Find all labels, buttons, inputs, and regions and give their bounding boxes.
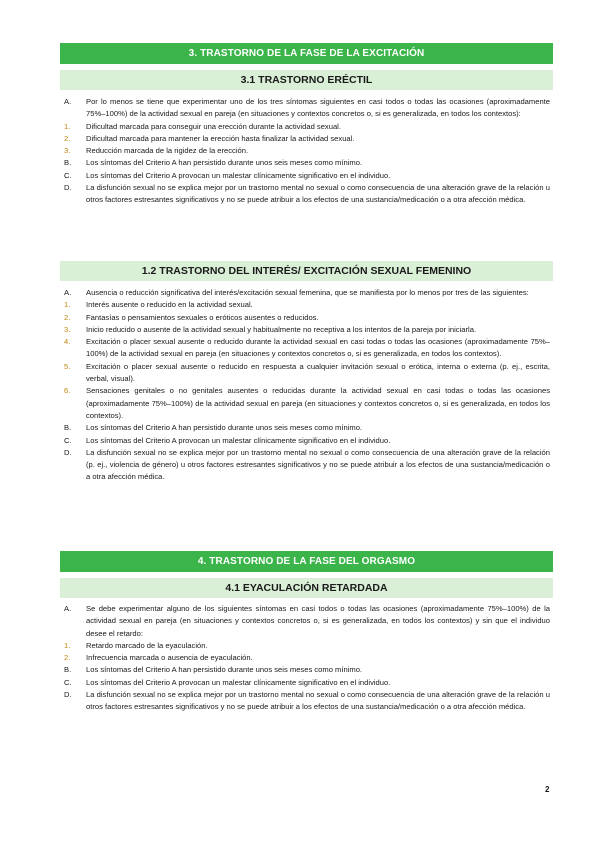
- criterion-text: Los síntomas del Criterio A provocan un malestar clínicamente significativo en el individuo.: [86, 435, 391, 445]
- section-heading-orgasm: 4. TRASTORNO DE LA FASE DEL ORGASMO: [60, 551, 553, 572]
- subsection-heading-delayed-ejaculation: 4.1 EYACULACIÓN RETARDADA: [60, 578, 553, 598]
- criterion-item: [64, 170, 550, 182]
- page-number: 2: [545, 785, 550, 794]
- criterion-text: Fantasías o pensamientos sexuales o eróticos ausentes o reducidos.: [86, 312, 319, 322]
- criterion-text: Dificultad marcada para mantener la erección hasta finalizar la actividad sexual.: [86, 133, 355, 143]
- criterion-label: 5.: [64, 361, 71, 371]
- criterion-item: [64, 121, 550, 133]
- criterion-text: Los síntomas del Criterio A han persistido durante unos seis meses como mínimo.: [86, 665, 363, 675]
- criterion-label: 6.: [64, 386, 71, 396]
- criterion-label: 2.: [64, 133, 71, 143]
- criterion-label: D.: [64, 690, 72, 700]
- criterion-label: B.: [64, 665, 72, 675]
- criterion-label: A.: [64, 288, 72, 297]
- criterion-label: 1.: [64, 121, 71, 131]
- criterion-item: [64, 312, 550, 324]
- criterion-text: Los síntomas del Criterio A provocan un malestar clínicamente significativo en el individuo.: [86, 677, 391, 687]
- criteria-list-delayed-ejaculation: [64, 603, 550, 714]
- criterion-text: Excitación o placer sexual ausente o reducido durante la actividad sexual en casi todas o todas las ocasiones (aproximadamente 75%–100%) de la actividad sexual en pareja (en situaciones y contextos concretos o, si es generalizada, en todos los contextos).: [86, 337, 550, 359]
- criterion-item: [64, 689, 550, 714]
- criterion-item: [64, 336, 550, 361]
- subsection-heading-female-interest: 1.2 TRASTORNO DEL INTERÉS/ EXCITACIÓN SEXUAL FEMENINO: [60, 261, 553, 281]
- criterion-item: [64, 664, 550, 676]
- criterion-item: [64, 652, 550, 664]
- criterion-text: Dificultad marcada para conseguir una erección durante la actividad sexual.: [86, 121, 341, 131]
- criterion-label: 4.: [64, 337, 71, 347]
- criterion-label: 2.: [64, 312, 71, 322]
- criterion-label: B.: [64, 423, 72, 433]
- criterion-text: Sensaciones genitales o no genitales ausentes o reducidas durante la actividad sexual en casi todas o todas las ocasiones (aproximadamente 75%–100%) de la actividad sexual en pareja (en situaciones y contextos concretos o, si es generalizada, en todos los contextos).: [86, 386, 550, 420]
- criterion-item: [64, 435, 550, 447]
- criterion-label: A.: [64, 604, 72, 613]
- criterion-text: Retardo marcado de la eyaculación.: [86, 640, 208, 650]
- criterion-item: [64, 287, 550, 299]
- criterion-text: Inicio reducido o ausente de la actividad sexual y habitualmente no receptiva a los intentos de la pareja por iniciarla.: [86, 324, 477, 334]
- criterion-text: Por lo menos se tiene que experimentar uno de los tres síntomas siguientes en casi todos o todas las ocasiones (aproximadamente 75%–100%) de la actividad sexual en pareja (en situaciones y contextos concretos o, si es generalizada, en todos los contextos):: [86, 97, 550, 119]
- criterion-label: 1.: [64, 300, 71, 310]
- criterion-text: La disfunción sexual no se explica mejor por un trastorno mental no sexual o como consecuencia de una alteración grave de la relación u otros factores estresantes significativos y no se puede atribuir a los efectos de una sustancia/medicación o a otra afección médica.: [86, 183, 550, 205]
- criterion-label: 3.: [64, 146, 71, 156]
- criterion-item: [64, 603, 550, 640]
- criterion-item: [64, 96, 550, 121]
- criterion-item: [64, 447, 550, 484]
- criterion-text: Se debe experimentar alguno de los siguientes síntomas en casi todos o todas las ocasiones (aproximadamente 75%–100%) de la actividad sexual en pareja (en situaciones y contextos concretos o, si es generalizada, en todos los contextos) y sin que el individuo desee el retardo:: [86, 604, 550, 638]
- criterion-label: 1.: [64, 640, 71, 650]
- criterion-item: [64, 385, 550, 422]
- criterion-text: Interés ausente o reducido en la actividad sexual.: [86, 300, 253, 310]
- criterion-item: [64, 182, 550, 207]
- criterion-item: [64, 324, 550, 336]
- criterion-item: [64, 133, 550, 145]
- criterion-text: Los síntomas del Criterio A provocan un malestar clínicamente significativo en el individuo.: [86, 170, 391, 180]
- criterion-text: Infrecuencia marcada o ausencia de eyaculación.: [86, 653, 253, 663]
- criterion-item: [64, 157, 550, 169]
- criterion-item: [64, 640, 550, 652]
- criterion-text: La disfunción sexual no se explica mejor por un trastorno mental no sexual o como consecuencia de una alteración grave de la relación u otros factores estresantes significativos y no se puede atribuir a los efectos de una sustancia/medicación o a otra afección médica.: [86, 690, 550, 712]
- criterion-text: La disfunción sexual no se explica mejor por un trastorno mental no sexual o como consecuencia de una alteración grave de la relación (p. ej., violencia de género) u otros factores estresantes significativos y no se puede atribuir a los efectos de una sustancia/medicación o a otra afección médica.: [86, 447, 550, 482]
- criterion-text: Reducción marcada de la rigidez de la erección.: [86, 146, 249, 156]
- criteria-list-erectile: [64, 96, 550, 207]
- criterion-label: 3.: [64, 324, 71, 334]
- criterion-label: C.: [64, 170, 72, 180]
- section-heading-excitation: 3. TRASTORNO DE LA FASE DE LA EXCITACIÓN: [60, 43, 553, 64]
- criteria-list-female-interest: [64, 287, 550, 484]
- criterion-text: Ausencia o reducción significativa del interés/excitación sexual femenina, que se manifiesta por lo menos por tres de las siguientes:: [86, 288, 529, 297]
- criterion-label: B.: [64, 158, 72, 168]
- criterion-label: D.: [64, 447, 72, 457]
- criterion-text: Excitación o placer sexual ausente o reducido en respuesta a cualquier invitación sexual o erótica, interna o externa (p. ej., escrita, verbal, visual).: [86, 361, 550, 384]
- criterion-text: Los síntomas del Criterio A han persistido durante unos seis meses como mínimo.: [86, 158, 363, 168]
- criterion-item: [64, 299, 550, 311]
- criterion-label: A.: [64, 97, 72, 106]
- subsection-heading-erectile: 3.1 TRASTORNO ERÉCTIL: [60, 70, 553, 90]
- criterion-text: Los síntomas del Criterio A han persistido durante unos seis meses como mínimo.: [86, 423, 363, 433]
- criterion-item: [64, 677, 550, 689]
- criterion-label: D.: [64, 183, 72, 193]
- criterion-label: 2.: [64, 653, 71, 663]
- criterion-item: [64, 422, 550, 434]
- criterion-label: C.: [64, 435, 72, 445]
- criterion-label: C.: [64, 677, 72, 687]
- criterion-item: [64, 361, 550, 386]
- criterion-item: [64, 145, 550, 157]
